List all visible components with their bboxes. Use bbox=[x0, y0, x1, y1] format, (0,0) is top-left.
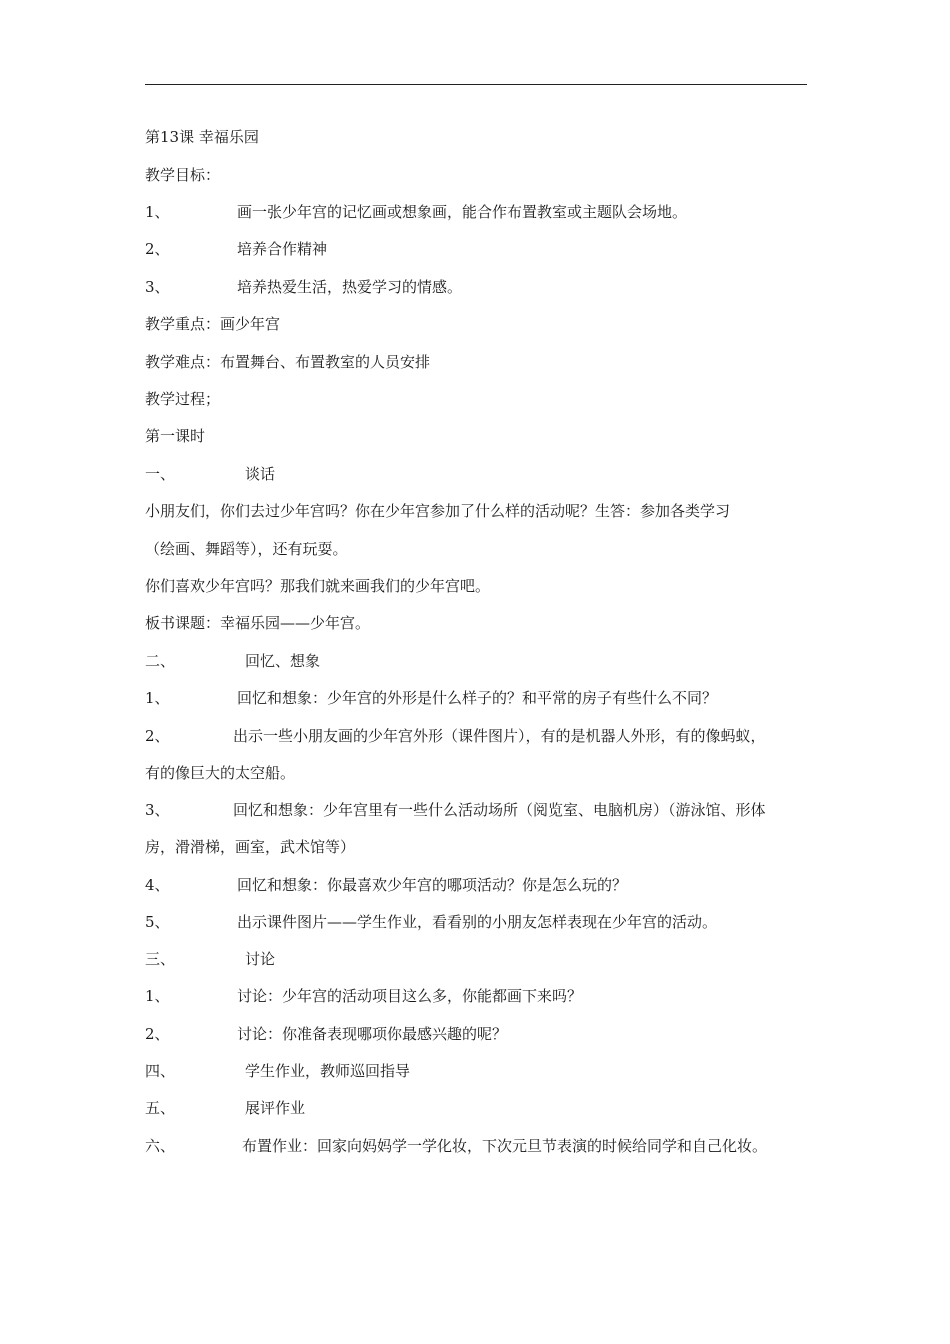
section-title: 谈话 bbox=[245, 465, 276, 483]
goals-heading: 教学目标： bbox=[145, 166, 221, 184]
section-number: 五、 bbox=[145, 1099, 176, 1117]
item-text: 画一张少年宫的记忆画或想象画，能合作布置教室或主题队会场地。 bbox=[237, 203, 688, 221]
item-text: 培养热爱生活，热爱学习的情感。 bbox=[237, 278, 463, 296]
key-point: 教学重点：画少年宫 bbox=[145, 315, 281, 333]
item-number: 1、 bbox=[145, 203, 170, 221]
section-number: 六、 bbox=[145, 1137, 176, 1155]
header-rule bbox=[145, 84, 807, 85]
item-continuation: 有的像巨大的太空船。 bbox=[145, 764, 296, 782]
paragraph: 板书课题：幸福乐园——少年宫。 bbox=[145, 614, 371, 632]
item-text: 回忆和想象：你最喜欢少年宫的哪项活动？你是怎么玩的？ bbox=[237, 876, 628, 894]
item-number: 1、 bbox=[145, 689, 170, 707]
item-number: 2、 bbox=[145, 1025, 170, 1043]
section-title: 回忆、想象 bbox=[245, 652, 321, 670]
process-heading: 教学过程； bbox=[145, 390, 221, 408]
item-text: 出示一些小朋友画的少年宫外形（课件图片），有的是机器人外形，有的像蚂蚁， bbox=[233, 727, 766, 745]
item-text: 培养合作精神 bbox=[237, 240, 328, 258]
item-number: 2、 bbox=[145, 240, 170, 258]
paragraph: （绘画、舞蹈等），还有玩耍。 bbox=[145, 540, 348, 558]
section-number: 四、 bbox=[145, 1062, 176, 1080]
item-text: 回忆和想象：少年宫的外形是什么样子的？和平常的房子有些什么不同？ bbox=[237, 689, 718, 707]
item-number: 5、 bbox=[145, 913, 170, 931]
section-title: 讨论 bbox=[245, 950, 276, 968]
section-number: 一、 bbox=[145, 465, 176, 483]
item-continuation: 房，滑滑梯，画室，武术馆等） bbox=[145, 838, 356, 856]
item-text: 出示课件图片——学生作业，看看别的小朋友怎样表现在少年宫的活动。 bbox=[237, 913, 718, 931]
lesson-label: 第一课时 bbox=[145, 427, 206, 445]
section-title: 学生作业，教师巡回指导 bbox=[245, 1062, 411, 1080]
item-number: 3、 bbox=[145, 278, 170, 296]
item-number: 1、 bbox=[145, 987, 170, 1005]
item-text: 回忆和想象：少年宫里有一些什么活动场所（阅览室、电脑机房）（游泳馆、形体 bbox=[233, 801, 766, 819]
section-title: 展评作业 bbox=[245, 1099, 306, 1117]
item-number: 2、 bbox=[145, 727, 170, 745]
difficulty: 教学难点：布置舞台、布置教室的人员安排 bbox=[145, 353, 431, 371]
item-number: 4、 bbox=[145, 876, 170, 894]
section-number: 二、 bbox=[145, 652, 176, 670]
item-text: 讨论：少年宫的活动项目这么多，你能都画下来吗？ bbox=[237, 987, 583, 1005]
paragraph: 你们喜欢少年宫吗？那我们就来画我们的少年宫吧。 bbox=[145, 577, 491, 595]
section-number: 三、 bbox=[145, 950, 176, 968]
section-title: 布置作业：回家向妈妈学一学化妆，下次元旦节表演的时候给同学和自己化妆。 bbox=[242, 1137, 768, 1155]
item-text: 讨论：你准备表现哪项你最感兴趣的呢？ bbox=[237, 1025, 508, 1043]
lesson-title: 第13课 幸福乐园 bbox=[145, 128, 259, 146]
item-number: 3、 bbox=[145, 801, 170, 819]
paragraph: 小朋友们，你们去过少年宫吗？你在少年宫参加了什么样的活动呢？生答：参加各类学习 bbox=[145, 502, 731, 520]
